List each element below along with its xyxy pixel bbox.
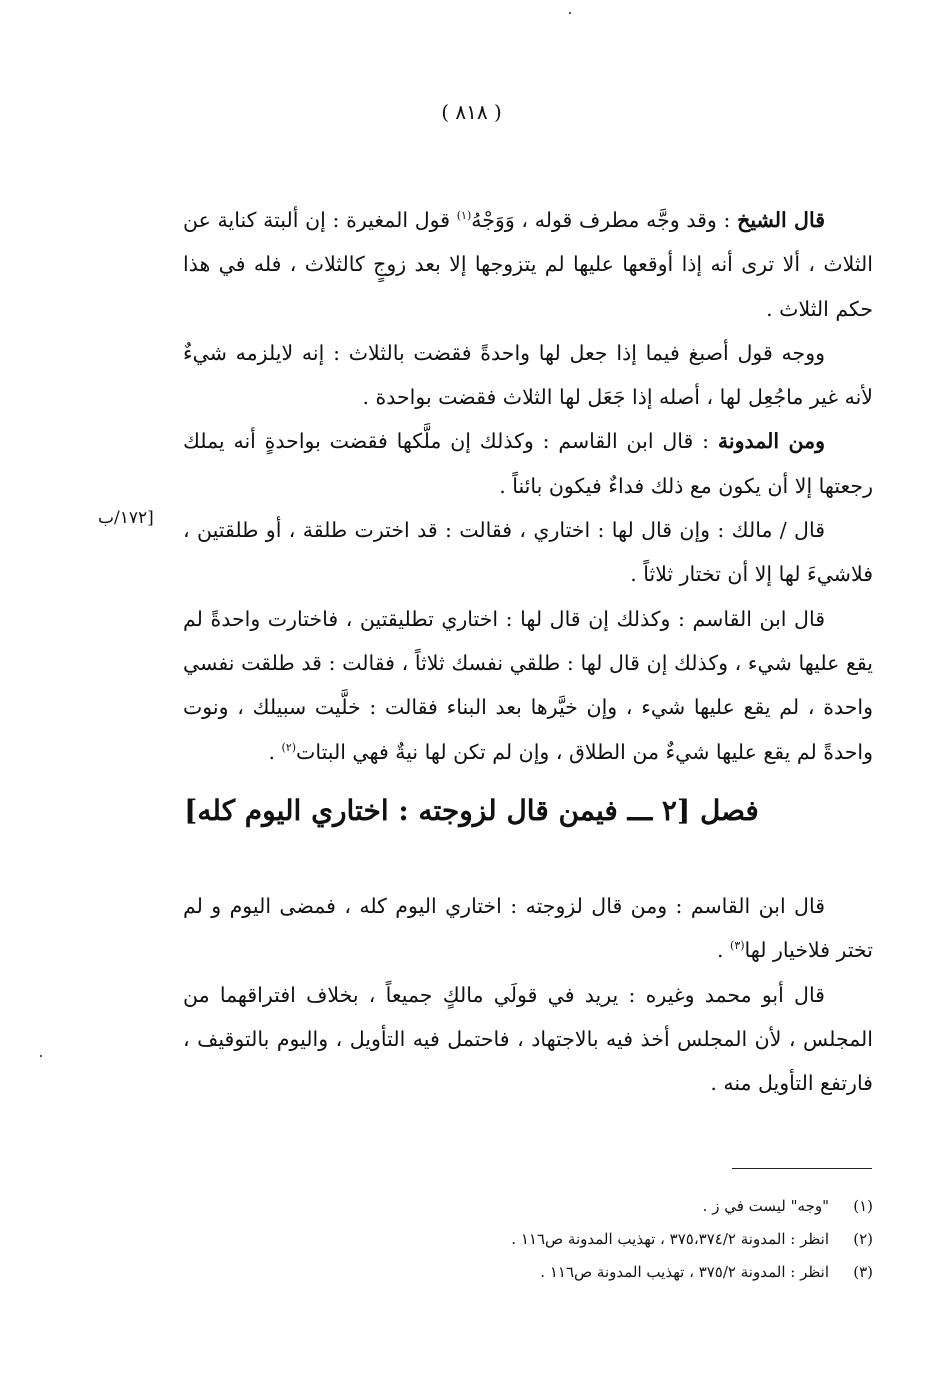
section-heading: فصل [٢ ـــ فيمن قال لزوجته : اختاري اليوم كله] bbox=[184, 794, 759, 827]
page-number: ( ٨١٨ ) bbox=[441, 100, 502, 124]
footnote bbox=[300, 1190, 873, 1223]
paragraph bbox=[183, 884, 873, 973]
footnote bbox=[300, 1256, 873, 1289]
footnotes bbox=[300, 1190, 873, 1289]
footnote-ref: (٢) bbox=[281, 740, 297, 754]
footnote-text: انظر : المدونة ٣٧٥،٣٧٤/٢ ، تهذيب المدونة ص١١٦ . bbox=[511, 1230, 829, 1248]
source-label: ومن المدونة bbox=[717, 429, 825, 454]
main-text bbox=[183, 198, 873, 774]
paragraph bbox=[183, 597, 873, 774]
manuscript-folio-note: [١٧٢/ب bbox=[98, 508, 154, 528]
paragraph-text: قول المغيرة : إن ألبتة كناية عن الثلاث ، ألا ترى أنه إذا أوقعها عليها لم يتزوجها إلا بعد زوجٍ كالثلاث ، فله في هذا حكم الثلاث . bbox=[183, 208, 873, 321]
paragraph-text: : قال ابن القاسم : وكذلك إن ملَّكها فقضت بواحدةٍ أنه يملك رجعتها إلا أن يكون مع ذلك فداءٌ فيكون بائناً . bbox=[183, 429, 873, 498]
footnote-text: "وجه" ليست في ز . bbox=[702, 1197, 829, 1215]
paragraph-text: قال ابن القاسم : وكذلك إن قال لها : اختاري تطليقتين ، فاختارت واحدةً لم يقع عليها شيء ، وكذلك إن قال لها : طلقي نفسك ثلاثاً ، فقالت : قد طلقت نفسي واحدة ، لم يقع عليها شيء ، وإن خيَّرها بعد البناء فقالت : خلَّيت سبيلك ، ونوت واحدةً لم يقع عليها شيءٌ من الطلاق ، وإن لم تكن لها نيةٌ فهي البتات bbox=[183, 606, 873, 764]
footnote-ref: (٣) bbox=[730, 939, 745, 953]
paragraph-text: قال ابن القاسم : ومن قال لزوجته : اختاري اليوم كله ، فمضى اليوم و لم تختر فلاخيار لها bbox=[183, 894, 873, 963]
paragraph bbox=[183, 331, 873, 420]
footnote-number: (٣) bbox=[853, 1263, 873, 1281]
speaker-label: قال الشيخ bbox=[737, 208, 825, 232]
footnote-number: (٢) bbox=[853, 1230, 873, 1248]
scan-speck bbox=[569, 12, 571, 14]
paragraph-text: . bbox=[716, 938, 731, 963]
footnote-text: انظر : المدونة ٣٧٥/٢ ، تهذيب المدونة ص١١٦ . bbox=[540, 1263, 829, 1281]
footnote-ref: (١) bbox=[456, 209, 472, 223]
footnote bbox=[300, 1223, 873, 1256]
main-text-section-2 bbox=[183, 884, 873, 1105]
paragraph-text: : وقد وجَّه مطرف قوله ، وَوَجْهُ bbox=[471, 208, 738, 232]
paragraph bbox=[183, 198, 873, 331]
paragraph-text: ووجه قول أصبغ فيما إذا جعل لها واحدةً فقضت بالثلاث : إنه لايلزمه شيءٌ لأنه غير ماجُعِل لها ، أصله إذا جَعَل لها الثلاث فقضت بواحدة . bbox=[183, 340, 873, 410]
scan-speck bbox=[40, 1055, 42, 1057]
paragraph-text: . bbox=[268, 739, 282, 764]
paragraph bbox=[183, 508, 873, 597]
footnote-divider bbox=[732, 1168, 872, 1169]
paragraph bbox=[183, 419, 873, 508]
paragraph-text: قال / مالك : وإن قال لها : اختاري ، فقالت : قد اخترت طلقة ، أو طلقتين ، فلاشيءَ لها إلا أن تختار ثلاثاً . bbox=[183, 518, 873, 587]
footnote-number: (١) bbox=[853, 1197, 873, 1215]
paragraph bbox=[183, 973, 873, 1106]
paragraph-text: قال أبو محمد وغيره : يريد في قولَي مالكٍ جميعاً ، بخلاف افتراقهما من المجلس ، لأن المجلس أخذ فيه بالاجتهاد ، فاحتمل فيه التأويل ، واليوم بالتوقيف ، فارتفع التأويل منه . bbox=[183, 982, 873, 1096]
